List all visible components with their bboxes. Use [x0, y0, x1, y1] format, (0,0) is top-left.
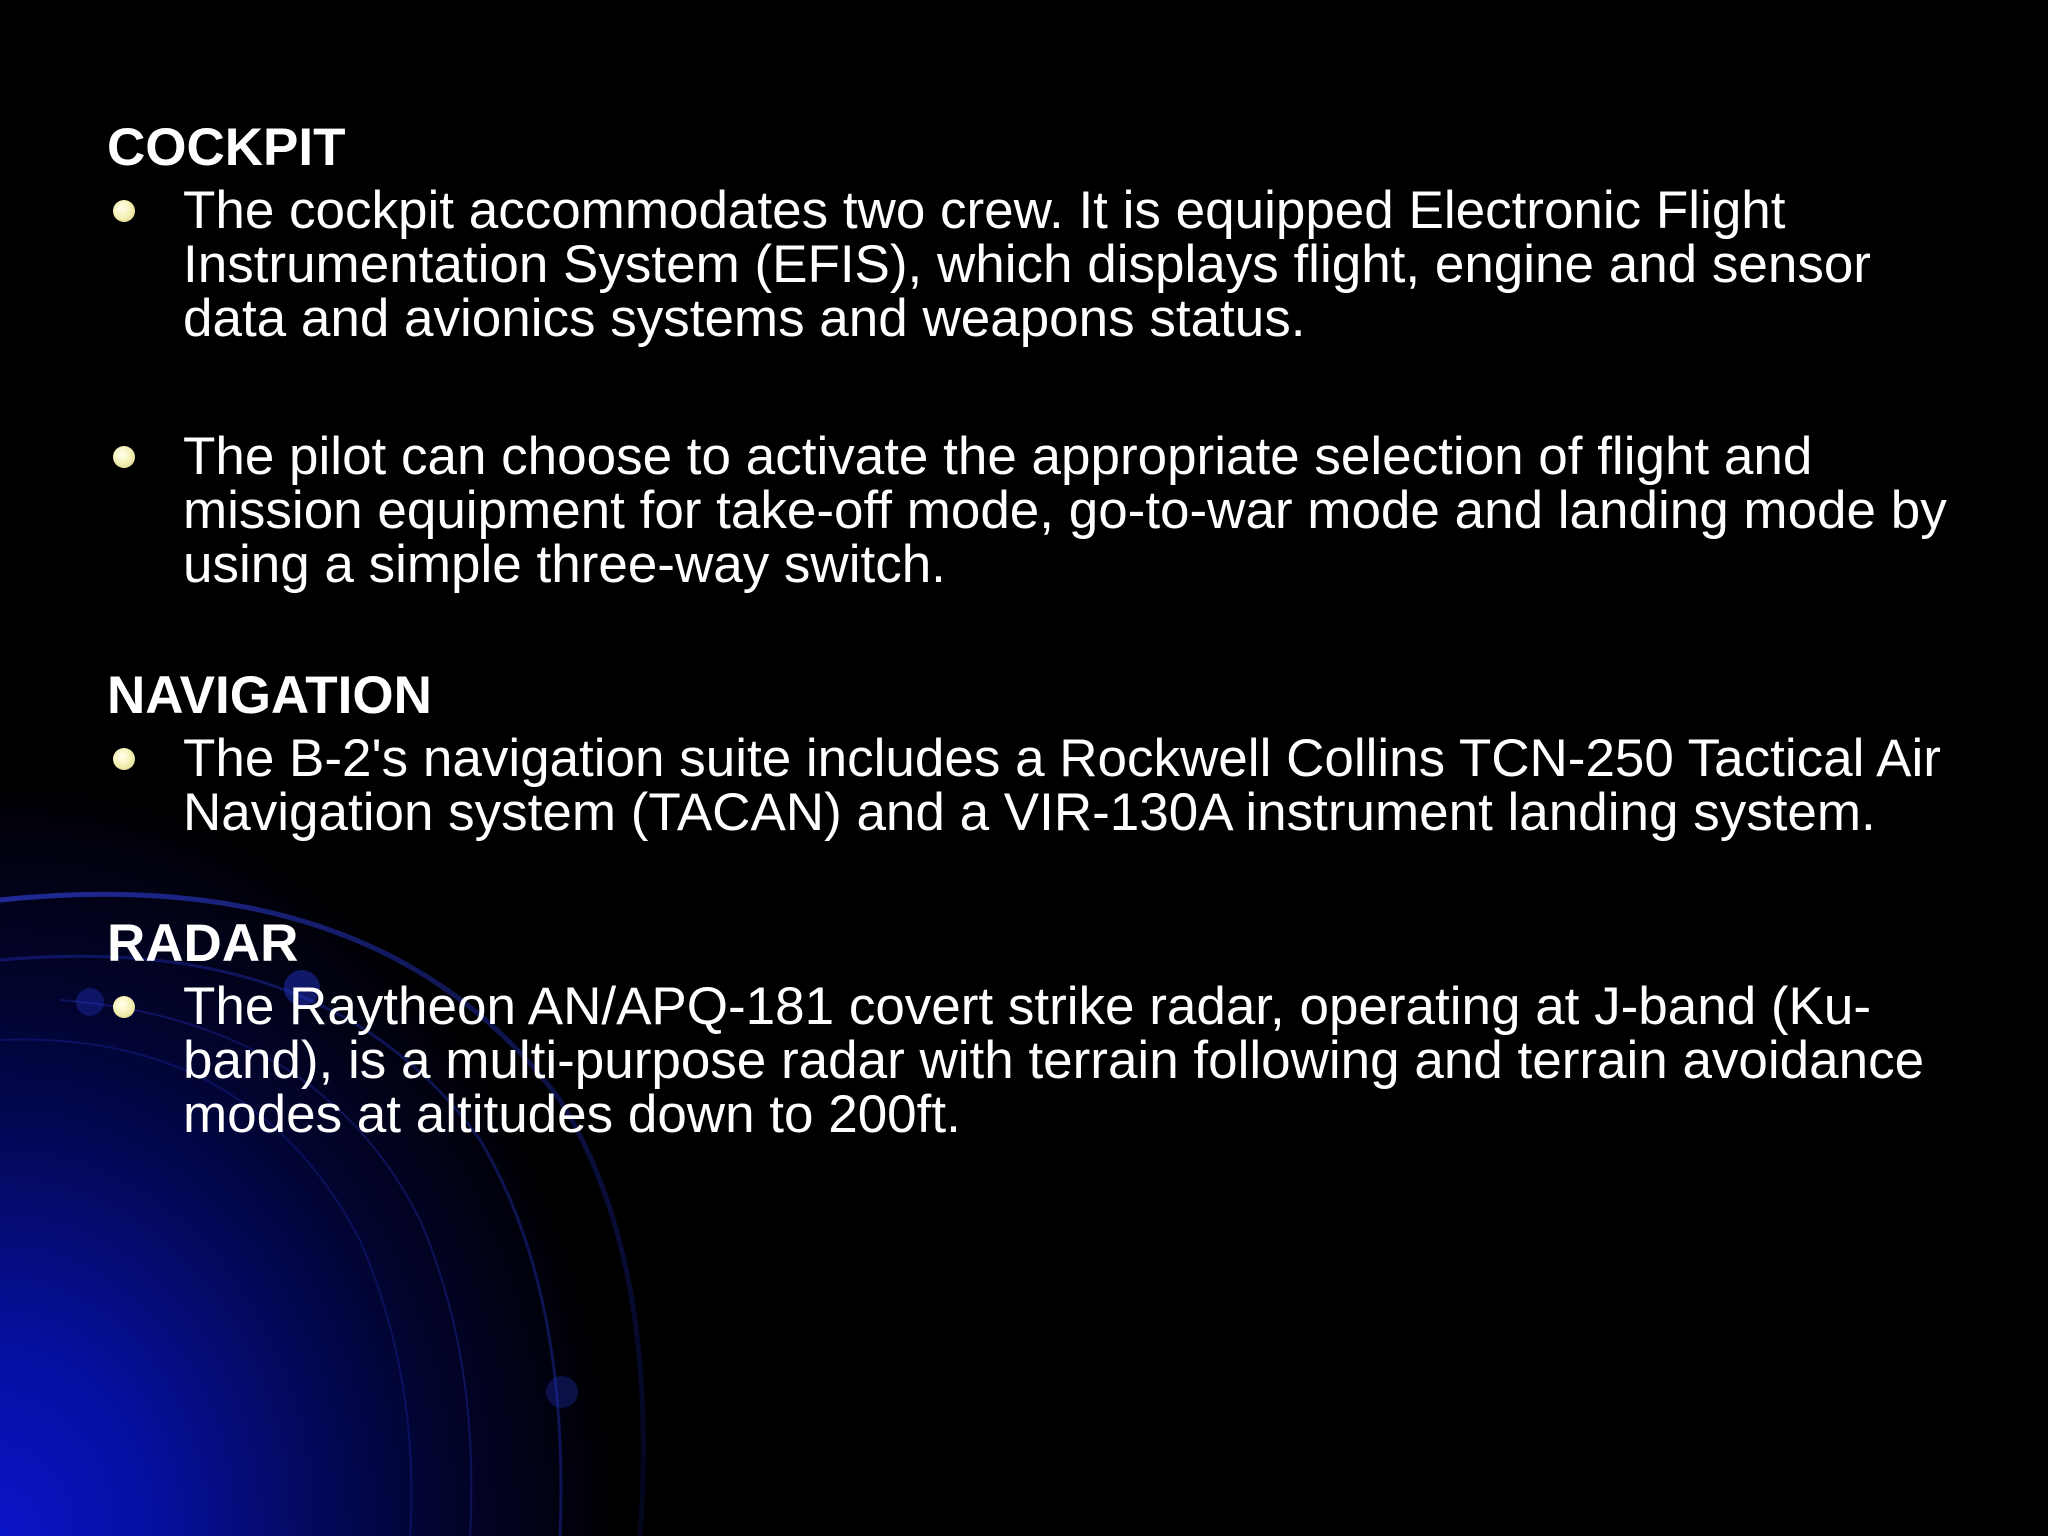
bullet-text: The pilot can choose to activate the appropriate selection of flight and mission equipment for take-off mode, go-to-war mode and landing mode by using a simple three-way switch.: [183, 427, 1947, 594]
bullet-item: [107, 181, 1947, 348]
section-navigation: [107, 666, 1947, 840]
bullet-dot-icon: [113, 748, 135, 770]
bullet-text: The Raytheon AN/APQ-181 covert strike radar, operating at J-band (Ku-band), is a multi-purpose radar with terrain following and terrain avoidance modes at altitudes down to 200ft.: [183, 977, 1925, 1144]
bullet-text: The B-2's navigation suite includes a Rockwell Collins TCN-250 Tactical Air Navigation system (TACAN) and a VIR-130A instrument landing system.: [183, 729, 1941, 842]
bullet-dot-icon: [113, 996, 135, 1018]
section-heading: COCKPIT: [107, 118, 346, 177]
bullet-text: The cockpit accommodates two crew. It is equipped Electronic Flight Instrumentation System (EFIS), which displays flight, engine and sensor data and avionics systems and weapons status.: [183, 181, 1871, 348]
bullet-item: [107, 729, 1947, 842]
bullet-item: [107, 977, 1947, 1144]
bullet-dot-icon: [113, 200, 135, 222]
slide-content: [107, 118, 1947, 1142]
section-cockpit: [107, 118, 1947, 592]
section-heading: NAVIGATION: [107, 666, 432, 725]
bullet-item: [107, 427, 1947, 594]
section-heading: RADAR: [107, 914, 299, 973]
bullet-dot-icon: [113, 446, 135, 468]
section-radar: [107, 914, 1947, 1142]
